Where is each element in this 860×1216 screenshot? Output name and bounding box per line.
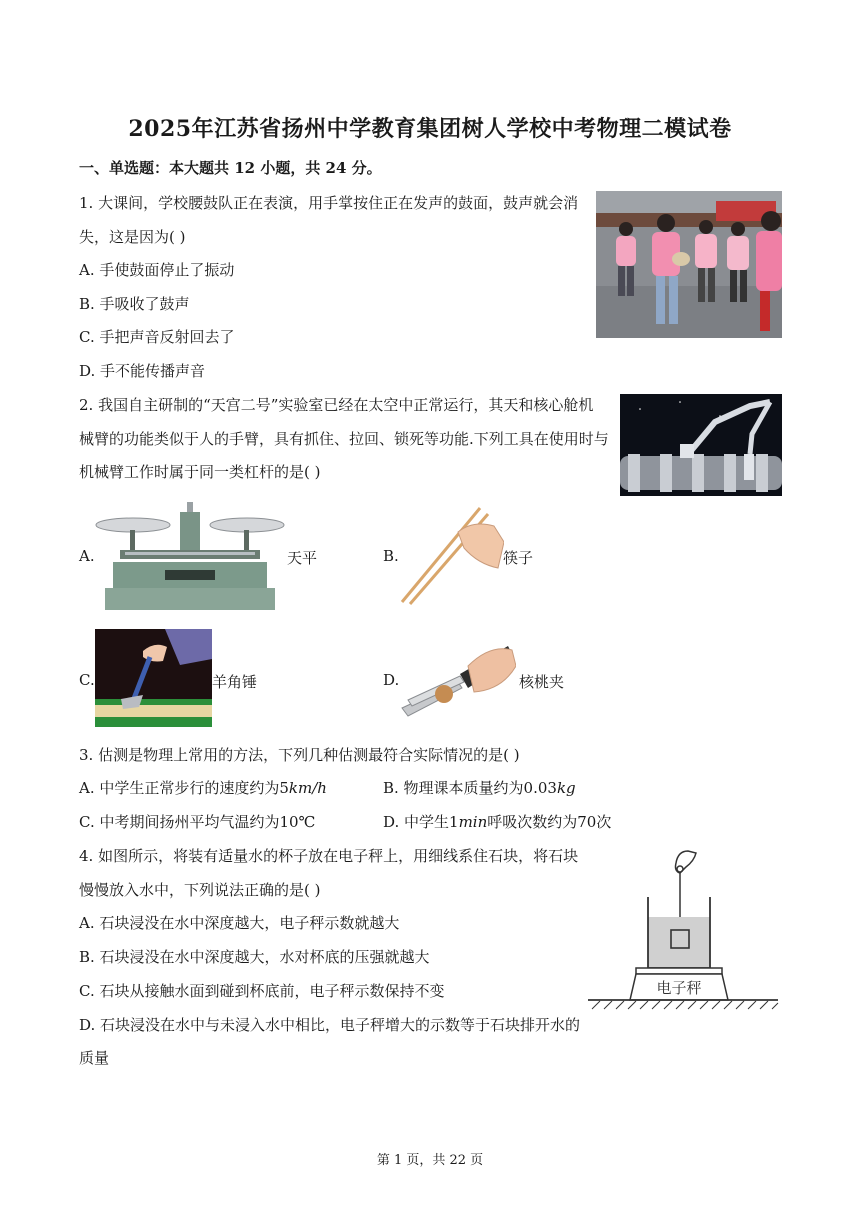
- q2-option-c-label: 羊角锤: [212, 673, 258, 691]
- q3-option-a-text: A. 中学生正常步行的速度约为5: [79, 779, 289, 797]
- q2-option-a-label: 天平: [287, 549, 318, 567]
- q2-stem-line3: 机械臂工作时属于同一类杠杆的是( ): [79, 463, 321, 481]
- drum-team-photo: [596, 191, 782, 338]
- q4-option-c: C. 石块从接触水面到碰到杯底前，电子秤示数保持不变: [79, 982, 445, 1000]
- balance-scale-image: [95, 500, 285, 612]
- q4-option-a: A. 石块浸没在水中深度越大，电子秤示数就越大: [79, 914, 400, 932]
- q3-option-b-unit: kg: [556, 779, 576, 797]
- claw-hammer-image: [95, 629, 212, 727]
- q3-stem: 3. 估测是物理上常用的方法，下列几种估测最符合实际情况的是( ): [79, 746, 520, 764]
- q4-stem-line1: 4. 如图所示，将装有适量水的杯子放在电子秤上，用细线系住石块，将石块: [79, 847, 579, 865]
- q3-option-d: [383, 811, 611, 832]
- robotic-arm-photo: [620, 394, 782, 496]
- q3-option-a-unit: km/h: [288, 779, 327, 797]
- scale-label-text: 电子秤: [656, 980, 702, 997]
- q2-option-a-letter: A.: [79, 547, 95, 565]
- q4-option-d-line1: D. 石块浸没在水中与未浸入水中相比，电子秤增大的示数等于石块排开水的: [79, 1016, 581, 1034]
- q3-option-b-text: B. 物理课本质量约为0.03: [383, 779, 557, 797]
- q1-stem-line2: 失，这是因为( ): [79, 228, 186, 246]
- q2-option-d-letter: D.: [383, 671, 400, 689]
- q3-option-d-unit: min: [458, 813, 488, 831]
- q3-option-b: [383, 777, 576, 798]
- q2-stem-line1: 2. 我国自主研制的“天宫二号”实验室已经在太空中正常运行，其天和核心舱机: [79, 396, 594, 414]
- chopsticks-image: [398, 502, 504, 606]
- page-title: 2025年江苏省扬州中学教育集团树人学校中考物理二模试卷: [128, 116, 732, 142]
- q2-option-b-label: 筷子: [503, 549, 534, 567]
- section-heading: 一、单选题：本大题共 12 小题，共 24 分。: [79, 159, 382, 177]
- nutcracker-image: [398, 636, 516, 722]
- q3-option-d-post: 呼吸次数约为70次: [487, 813, 612, 831]
- q2-option-b-letter: B.: [383, 547, 399, 565]
- q3-option-d-pre: D. 中学生1: [383, 813, 459, 831]
- q2-option-c-letter: C.: [79, 671, 95, 689]
- page-footer: 第 1 页，共 22 页: [376, 1153, 484, 1168]
- q1-option-a: A. 手使鼓面停止了振动: [79, 261, 235, 279]
- q1-option-b: B. 手吸收了鼓声: [79, 295, 190, 313]
- electronic-scale-diagram: [588, 845, 780, 1015]
- q4-stem-line2: 慢慢放入水中，下列说法正确的是( ): [79, 881, 321, 899]
- q2-stem-line2: 械臂的功能类似于人的手臂，具有抓住、拉回、锁死等功能.下列工具在使用时与: [79, 430, 609, 448]
- q4-option-d-line2: 质量: [79, 1049, 110, 1067]
- q3-option-a: [79, 777, 327, 798]
- q1-stem-line1: 1. 大课间，学校腰鼓队正在表演，用手掌按住正在发声的鼓面，鼓声就会消: [79, 194, 579, 212]
- q1-option-d: D. 手不能传播声音: [79, 362, 206, 380]
- q3-option-c: C. 中考期间扬州平均气温约为10℃: [79, 813, 316, 831]
- q2-option-d-label: 核桃夹: [519, 673, 565, 691]
- q1-option-c: C. 手把声音反射回去了: [79, 328, 235, 346]
- q4-option-b: B. 石块浸没在水中深度越大，水对杯底的压强就越大: [79, 948, 430, 966]
